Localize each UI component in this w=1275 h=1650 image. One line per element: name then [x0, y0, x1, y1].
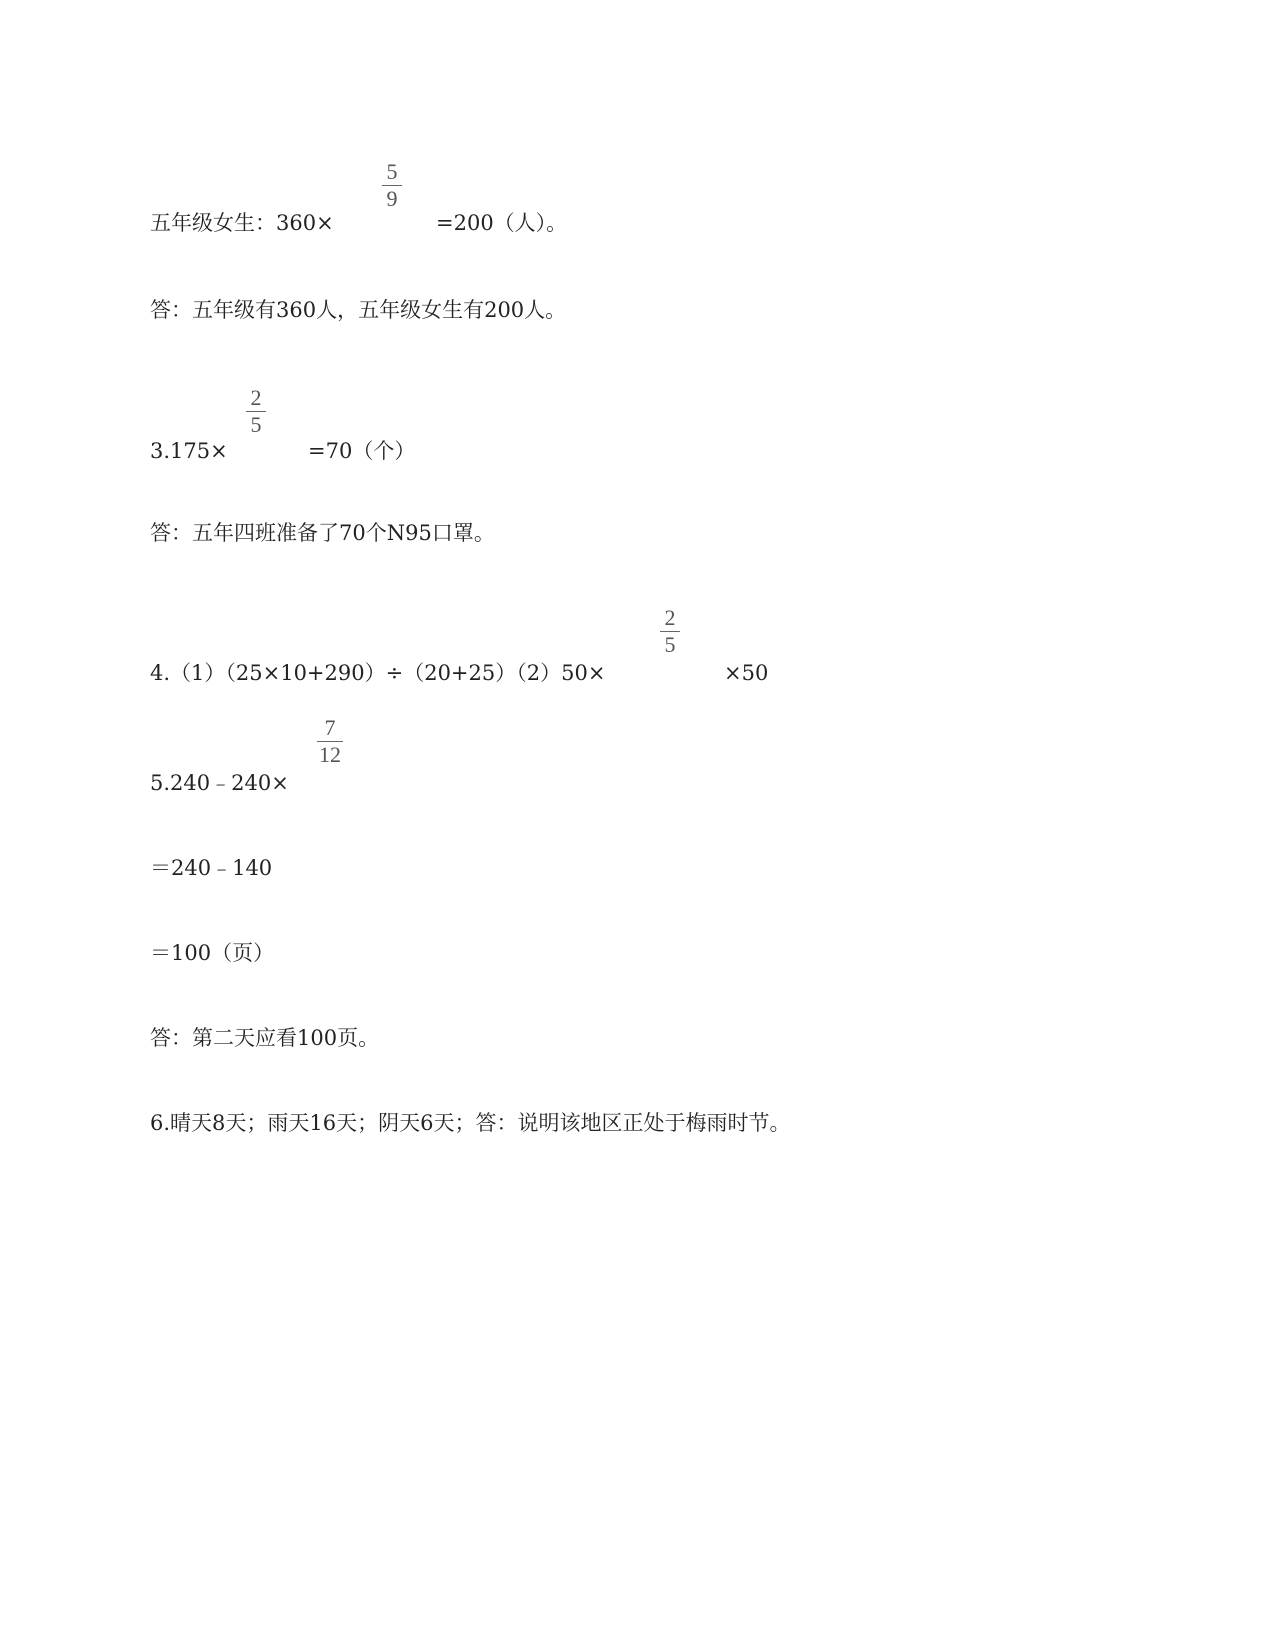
fraction-denominator: 5 [250, 412, 262, 437]
fraction-5-9 [382, 160, 402, 211]
step-text: ＝100（页） [150, 941, 275, 965]
fraction-numerator: 7 [324, 715, 336, 740]
answer-text: 6.晴天8天；雨天16天；阴天6天；答：说明该地区正处于梅雨时节。 [150, 1111, 791, 1135]
fraction-numerator: 2 [250, 385, 262, 410]
answer-text: 答：五年级有360人，五年级女生有200人。 [150, 298, 567, 322]
result-text: =200（人）。 [436, 211, 568, 235]
fraction-numerator: 2 [664, 605, 676, 630]
result-text: ×50 [724, 661, 769, 685]
fraction-denominator: 9 [386, 186, 398, 211]
fraction-denominator: 12 [319, 742, 341, 767]
result-text: =70（个） [308, 439, 416, 463]
fraction-numerator: 5 [386, 159, 398, 184]
step-text: ＝240﹣140 [150, 856, 273, 880]
expression-text: 4.（1）（25×10+290）÷（20+25）（2）50× [150, 661, 606, 685]
expression-text: 5.240﹣240× [150, 771, 289, 795]
fraction-denominator: 5 [664, 632, 676, 657]
fraction-2-5 [246, 386, 266, 437]
expression-text: 五年级女生：360× [150, 211, 334, 235]
fraction-2-5 [660, 606, 680, 657]
answer-text: 答：五年四班准备了70个N95口罩。 [150, 521, 495, 545]
answer-text: 答：第二天应看100页。 [150, 1026, 380, 1050]
fraction-7-12 [317, 716, 343, 767]
expression-text: 3.175× [150, 439, 228, 463]
